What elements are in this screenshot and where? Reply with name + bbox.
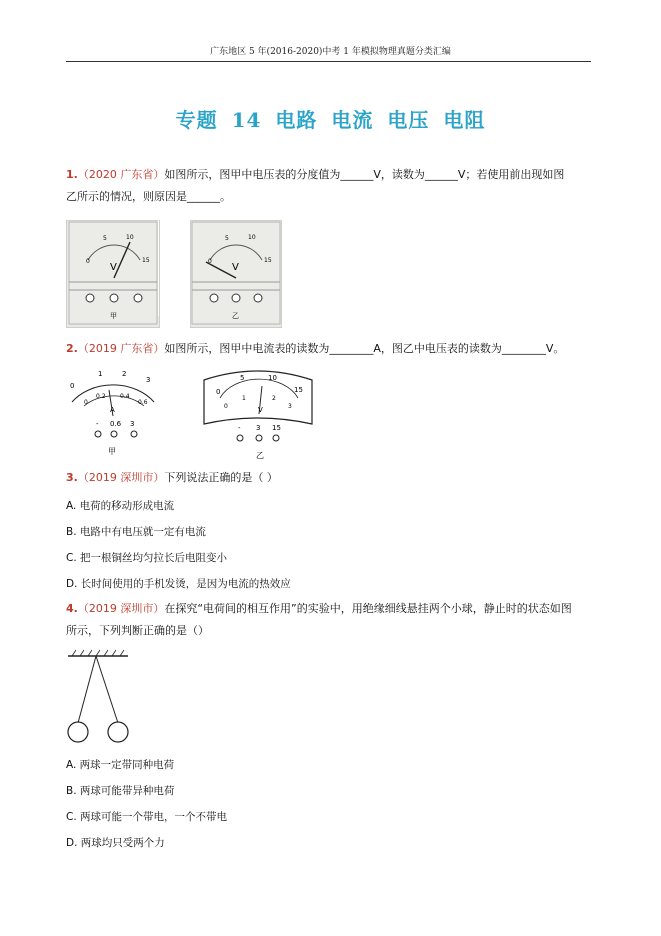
voltmeter-upper-15: 15 [294, 386, 303, 394]
q4-option-d: D. 两球均只受两个力 [66, 837, 165, 849]
ball-left [68, 722, 88, 742]
ammeter-label: 甲 [108, 447, 116, 456]
question-text-cont: 所示，下列判断正确的是（） [66, 624, 209, 637]
ammeter-upper-3: 3 [146, 376, 151, 384]
left-scale-5: 5 [103, 235, 107, 242]
question-source: （2019 广东省） [77, 342, 165, 355]
question-3 [66, 467, 596, 489]
question-source: （2019 深圳市） [77, 471, 165, 484]
question-number: 2. [66, 342, 78, 355]
voltmeter-terminal-3: 3 [256, 424, 261, 432]
left-photo-label: 甲 [110, 312, 117, 320]
right-scale-5: 5 [225, 235, 229, 242]
q3-option-c: C. 把一根铜丝均匀拉长后电阻变小 [66, 552, 228, 564]
ball-right [108, 722, 128, 742]
question-text-cont: 乙所示的情况，则原因是______。 [66, 190, 231, 203]
ammeter-upper-1: 1 [98, 370, 103, 378]
ammeter-lower-0: 0 [84, 399, 88, 406]
question-4 [66, 598, 596, 642]
voltmeter-lower-0: 0 [224, 403, 228, 410]
question-number: 4. [66, 602, 78, 615]
voltmeter-label: 乙 [256, 451, 264, 460]
right-scale-15: 15 [264, 257, 272, 264]
ammeter-terminal-3: 3 [130, 420, 135, 428]
header-rule [66, 61, 591, 62]
question-1 [66, 164, 596, 208]
ammeter-symbol: A [110, 406, 115, 414]
right-scale-10: 10 [248, 234, 256, 241]
left-scale-10: 10 [126, 234, 134, 241]
voltmeter-upper-0: 0 [216, 388, 221, 396]
question-number: 1. [66, 168, 78, 181]
question-text: 下列说法正确的是（ ） [164, 471, 278, 484]
voltmeter-upper-10: 10 [268, 374, 277, 382]
ammeter-lower-2: 0.4 [120, 393, 130, 400]
q4-option-b: B. 两球可能带异种电荷 [66, 785, 175, 797]
voltmeter-lower-1: 1 [242, 395, 246, 402]
q3-option-d: D. 长时间使用的手机发烫，是因为电流的热效应 [66, 578, 291, 590]
question-2 [66, 338, 596, 360]
left-scale-15: 15 [142, 257, 150, 264]
right-meter-symbol: V [232, 262, 239, 273]
left-meter-symbol: V [110, 262, 117, 273]
left-scale-0: 0 [86, 258, 90, 265]
ammeter-lower-3: 0.6 [138, 399, 148, 406]
page-title: 专题 14 电路 电流 电压 电阻 [175, 108, 486, 132]
pendulum-figure [66, 650, 130, 746]
voltmeter-terminal-15: 15 [272, 424, 281, 432]
q1-figure [66, 220, 282, 328]
page-header: 广东地区 5 年(2016-2020)中考 1 年模拟物理真题分类汇编 [210, 47, 451, 57]
ammeter-lower-1: 0.2 [96, 393, 106, 400]
question-text: 如图所示，图甲中电流表的读数为________A，图乙中电压表的读数为________V。 [164, 342, 565, 355]
right-photo-label: 乙 [232, 312, 239, 320]
voltmeter-terminal-neg: - [238, 424, 241, 432]
voltmeter-upper-5: 5 [240, 374, 245, 382]
voltmeter-lower-3: 3 [288, 403, 292, 410]
question-number: 3. [66, 471, 78, 484]
ammeter-upper-0: 0 [70, 382, 75, 390]
ammeter-terminal-06: 0.6 [110, 420, 122, 428]
question-text: 如图所示，图甲中电压表的分度值为______V，读数为______V；若使用前出现如图 [164, 168, 565, 181]
q3-option-a: A. 电荷的移动形成电流 [66, 500, 175, 512]
voltmeter-symbol: V [258, 406, 263, 414]
question-text: 在探究“电荷间的相互作用”的实验中，用绝缘细线悬挂两个小球，静止时的状态如图 [164, 602, 572, 615]
question-source: （2019 深圳市） [77, 602, 165, 615]
q3-option-b: B. 电路中有电压就一定有电流 [66, 526, 206, 538]
q4-option-c: C. 两球可能一个带电，一个不带电 [66, 811, 228, 823]
right-scale-0: 0 [208, 258, 212, 265]
question-source: （2020 广东省） [77, 168, 165, 181]
q4-option-a: A. 两球一定带同种电荷 [66, 759, 175, 771]
voltmeter-lower-2: 2 [272, 395, 276, 402]
q2-figure [62, 368, 322, 460]
ammeter-upper-2: 2 [122, 370, 127, 378]
ammeter-terminal-neg: - [96, 420, 99, 428]
